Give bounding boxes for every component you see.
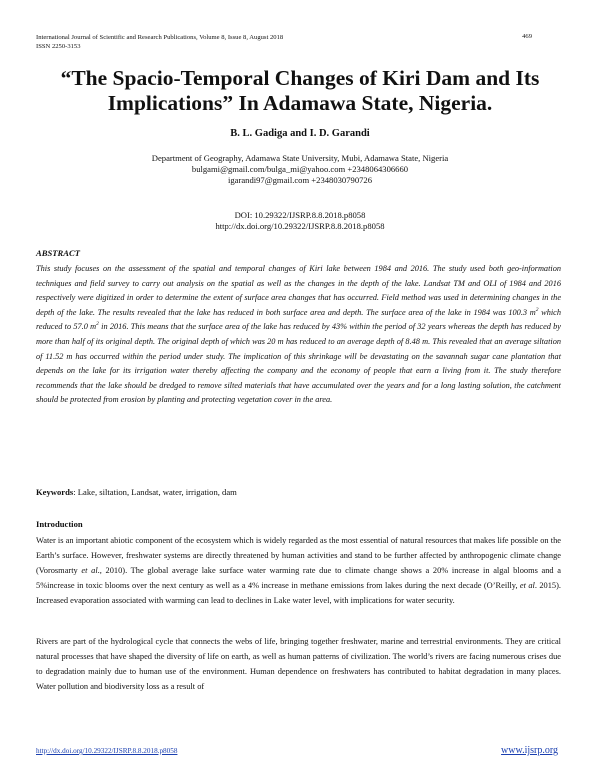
keywords	[36, 487, 237, 497]
department: Department of Geography, Adamawa State University, Mubi, Adamawa State, Nigeria	[151, 153, 449, 163]
abstract-heading: ABSTRACT	[36, 248, 80, 258]
doi-text: DOI: 10.29322/IJSRP.8.8.2018.p8058	[234, 210, 366, 220]
contact-1: bulgami@gmail.com/bulga_mi@yahoo.com +2348064306660	[191, 164, 409, 174]
page-number: 469	[522, 33, 532, 40]
p1-text-a: Water is an important abiotic component of the ecosystem which is widely regarded as the most essential of natural resources that makes life possible on the Earth’s surface. However, freshwater systems are directly threatened by human activities and stand to be further affected by anthropogenic climate change (Vorosmarty	[36, 536, 561, 575]
superscript-2: 2	[535, 307, 539, 314]
paper-title: “The Spacio-Temporal Changes of Kiri Dam and Its Implications” In Adamawa State, Nigeria.	[60, 66, 540, 115]
footer-doi-link[interactable]: http://dx.doi.org/10.29322/IJSRP.8.8.2018.p8058	[36, 747, 178, 755]
footer-site-link[interactable]: www.ijsrp.org	[501, 745, 558, 756]
running-header	[36, 33, 283, 51]
introduction-heading: Introduction	[36, 519, 83, 529]
journal-name: International Journal of Scientific and Research Publications, Volume 8, Issue 8, August 2018	[36, 34, 284, 41]
p1-et-al-2: et al	[519, 581, 535, 590]
introduction-paragraph-2: Rivers are part of the hydrological cycle that connects the webs of life, bringing together freshwater, marine and terrestrial environments. They are critical natural processes that have shaped the diversity of life on earth, as well as human patterns of civilization. The world’s rivers are facing numerous crises due to degradation mainly due to human use of the environment. Human dependence on freshwaters has contributed to habitat degradation in many places. Water pollution and biodiversity loss as a result of	[36, 637, 561, 691]
abstract-part-1: This study focuses on the assessment of the spatial and temporal changes of Kiri lake between 1984 and 2016. The study used both geo-information techniques and field survey to carry out analysis on the spatial as well as the changes in the depth of the lake. Landsat TM and OLI of 1984 and 2016 respectively were digitized in order to determine the extent of surface area changes that has occurred. Field method was used in determining changes in the depth of the lake. The results revealed that the lake has reduced in both surface area and depth. The surface area of the lake in 1984 was 100.3 m	[36, 264, 561, 317]
keywords-text: : Lake, siltation, Landsat, water, irrigation, dam	[73, 487, 237, 497]
introduction-paragraph-1	[36, 533, 561, 608]
abstract-body	[36, 262, 561, 408]
p1-et-al-1: et al	[81, 566, 98, 575]
doi-block	[0, 210, 600, 232]
affiliation	[0, 153, 600, 186]
abstract-part-2: which reduced to 57.0 m	[36, 307, 561, 332]
doi-url: http://dx.doi.org/10.29322/IJSRP.8.8.2018.p8058	[215, 221, 385, 231]
p1-text-c: . 2015). Increased evaporation associated with warming can lead to declines in Lake water level, with implications for water security.	[36, 581, 561, 605]
keywords-label: Keywords	[36, 487, 74, 497]
authors: B. L. Gadiga and I. D. Garandi	[230, 128, 370, 139]
p1-text-b: ., 2010). The global average lake surface water warming rate due to climate change shows a 20% increase in algal blooms and a 5%increase in toxic blooms over the next century as well as a 4% increase in methane emissions from lakes during the next decade (O’Reilly,	[36, 566, 562, 590]
abstract-part-3: in 2016. This means that the surface area of the lake has reduced by 43% within the period of 32 years whereas the depth has reduced by more than half of its original depth. The original depth of which was 20 m has reduced to an average depth of 8.48 m. This revealed that an average siltation of 11.52 m has occurred within the period under study. The implication of this shrinkage will be devastating on the savannah sugar cane plantation that depends on the lake for its irrigation water thereby affecting the company and the economy of people that earn a living from it. The study therefore recommends that the lake should be dredged to remove silted materials that have accumulated over the years and for a long lasting solution, the catchment should be protected from erosion by planting and protecting vegetation cover in the area.	[36, 322, 561, 405]
superscript-2b: 2	[96, 321, 99, 328]
issn: ISSN 2250-3153	[36, 43, 81, 50]
contact-2: igarandi97@gmail.com +2348030790726	[227, 175, 373, 185]
